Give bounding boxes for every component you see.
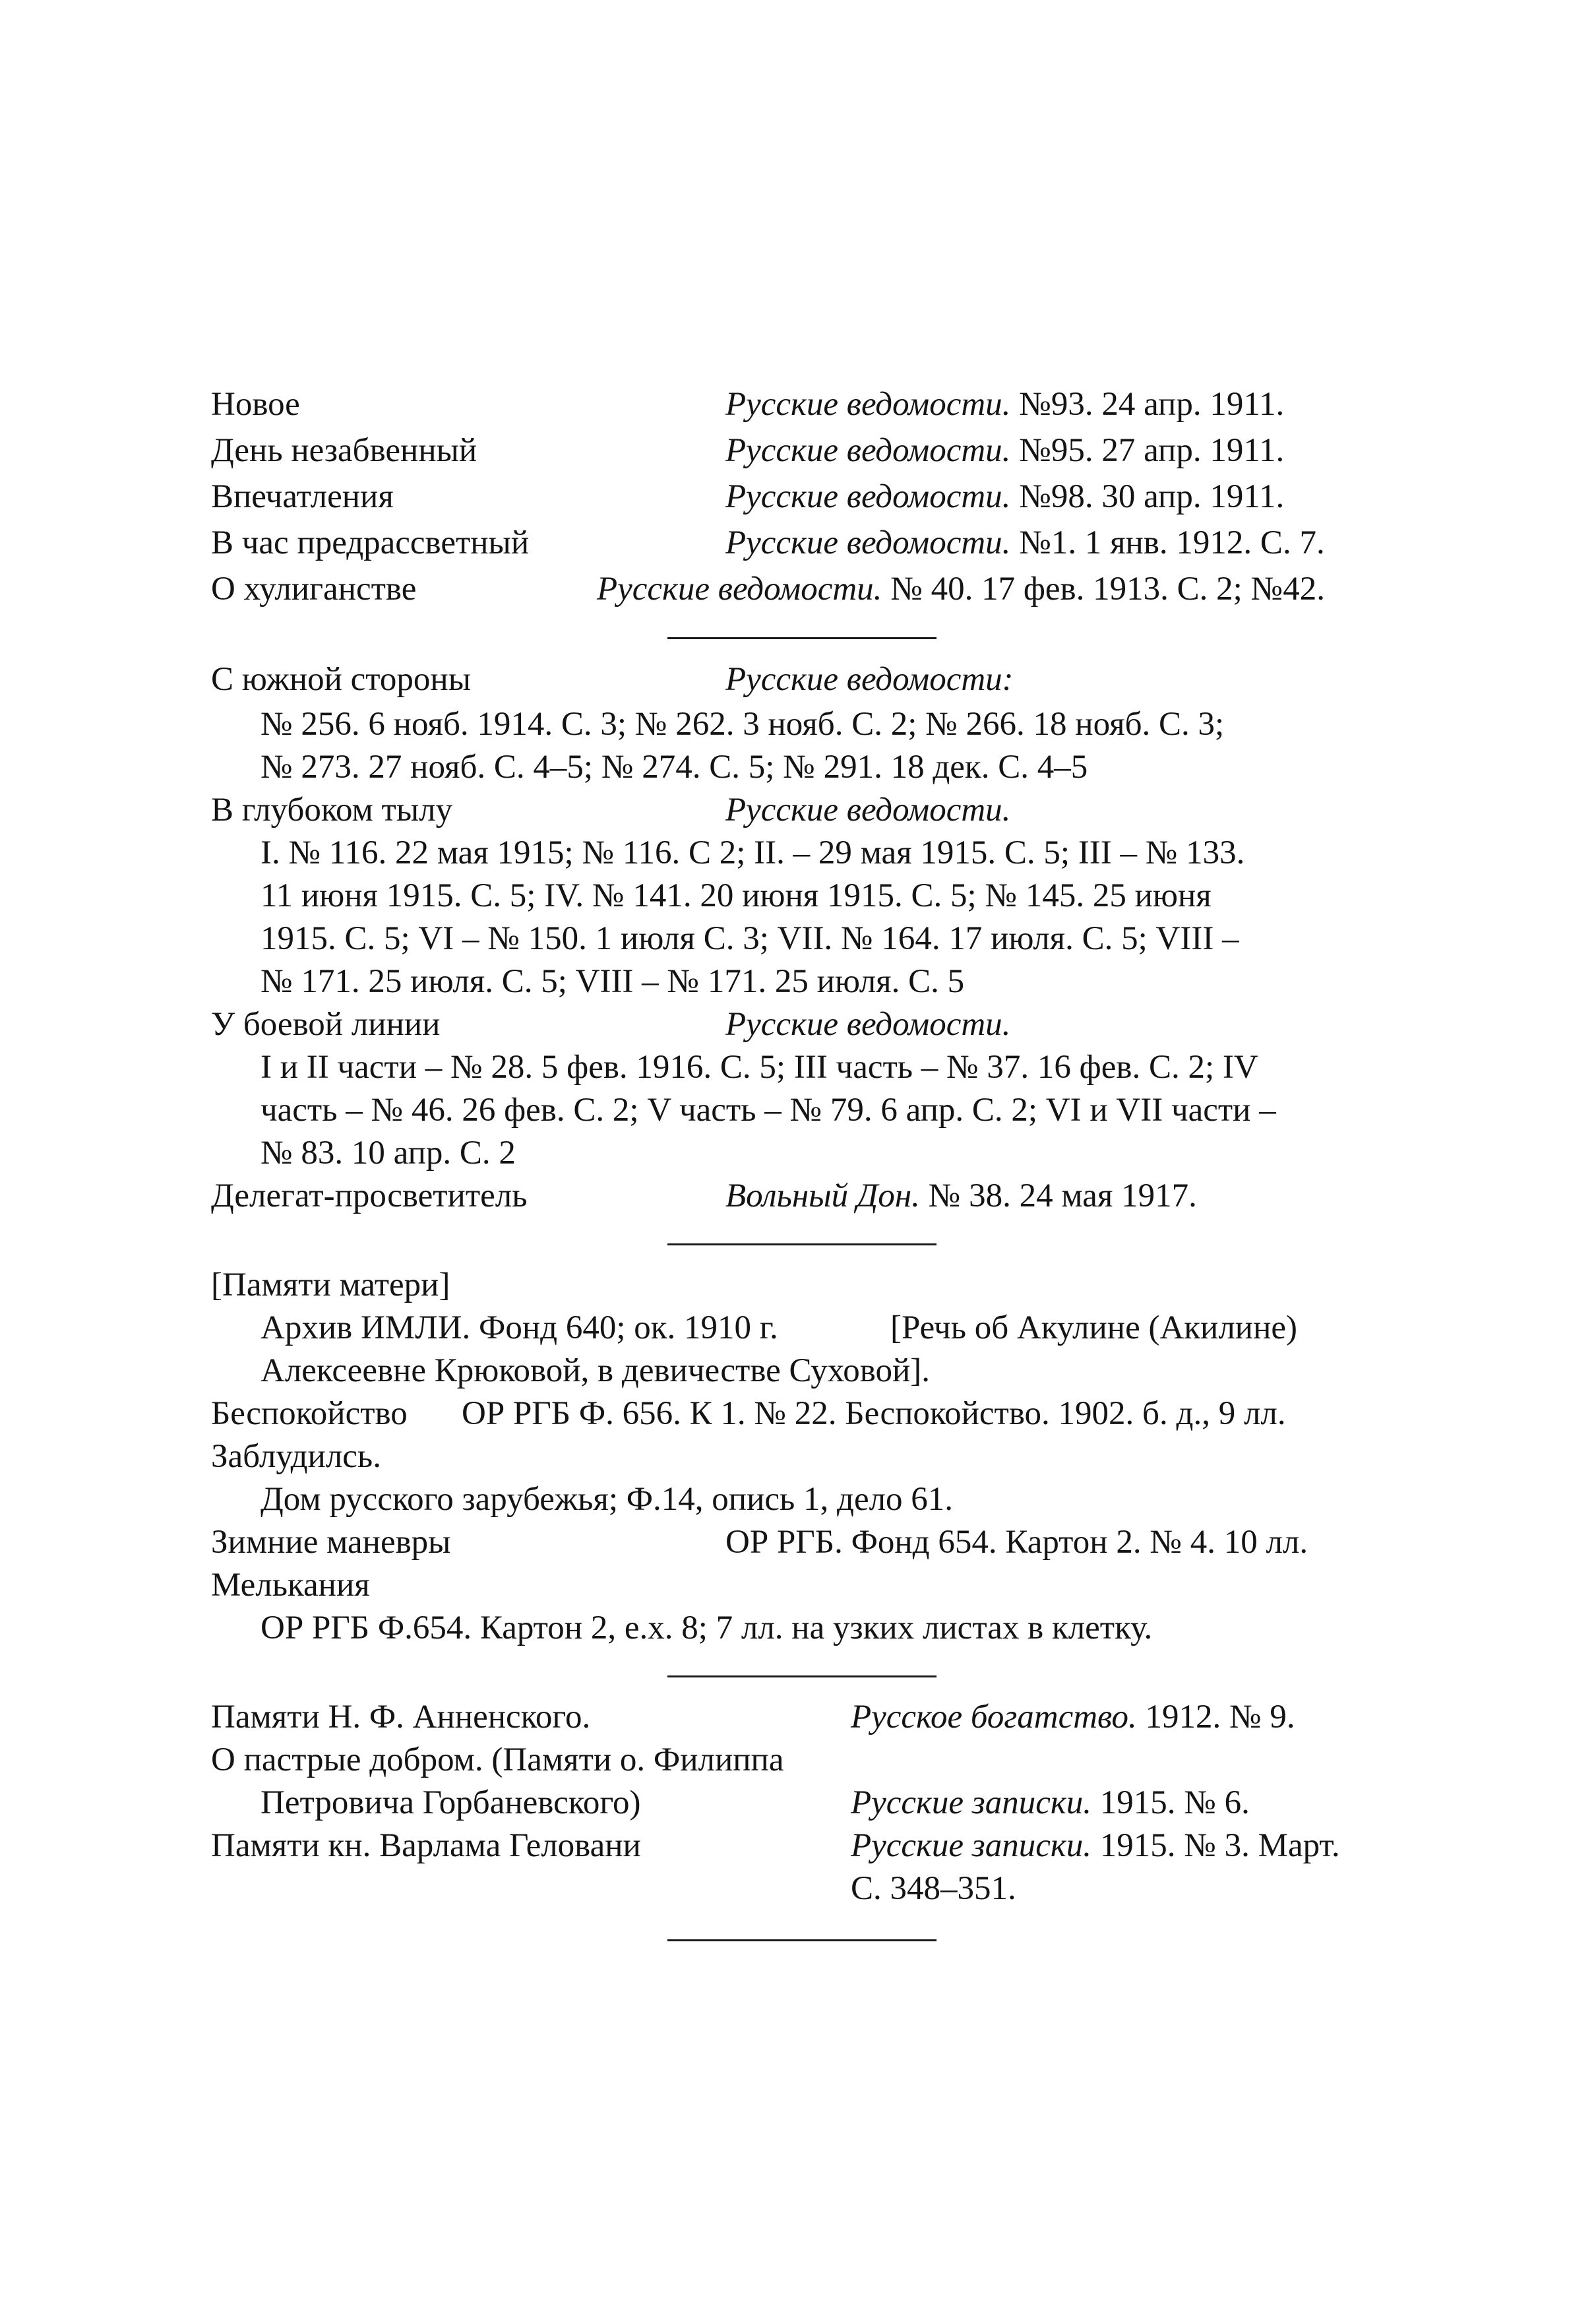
entry-title: Мелькания — [211, 1567, 370, 1604]
source-details: №98. 30 апр. 1911. — [1010, 478, 1285, 515]
entry-title: Памяти кн. Варлама Геловани — [211, 1827, 641, 1864]
source-details: 1915. № 6. — [1091, 1784, 1250, 1821]
source-name: Русские ведомости: — [725, 661, 1014, 698]
section-divider — [667, 1939, 936, 1941]
source-details: №95. 27 апр. 1911. — [1010, 432, 1285, 469]
entry-source-line — [851, 1697, 1295, 1737]
source-name: Русские ведомости. — [725, 432, 1011, 469]
entry-title: День незабвенный — [211, 432, 477, 469]
entry-title: С южной стороны — [211, 661, 471, 698]
entry-continuation: 1915. С. 5; VI – № 150. 1 июля С. 3; VII. № 164. 17 июля. С. 5; VIII – — [261, 920, 1239, 957]
entry-continuation: № 83. 10 апр. С. 2 — [261, 1135, 516, 1172]
entry-continuation: I. № 116. 22 мая 1915; № 116. С 2; II. – 29 мая 1915. С. 5; III – № 133. — [261, 834, 1245, 871]
section-divider — [667, 1675, 936, 1677]
source-name: Русские ведомости. — [725, 524, 1011, 561]
entry-source-line — [725, 1176, 1197, 1216]
entry-title: Беспокойство — [211, 1395, 408, 1432]
archive-reference: ОР РГБ. Фонд 654. Картон 2. № 4. 10 лл. — [725, 1524, 1308, 1561]
source-name: Русские записки. — [851, 1784, 1091, 1821]
entry-title: В глубоком тылу — [211, 792, 453, 829]
source-details: № 40. 17 фев. 1913. С. 2; №42. — [882, 571, 1325, 608]
entry-continuation: № 256. 6 нояб. 1914. С. 3; № 262. 3 нояб. С. 2; № 266. 18 нояб. С. 3; — [261, 706, 1225, 743]
entry-continuation: № 273. 27 нояб. С. 4–5; № 274. С. 5; № 291. 18 дек. С. 4–5 — [261, 749, 1088, 786]
entry-title: В час предрассветный — [211, 524, 530, 561]
entry-title: [Памяти матери] — [211, 1266, 450, 1303]
source-name: Русские ведомости. — [725, 792, 1011, 829]
source-name: Русское богатство. — [851, 1699, 1137, 1736]
source-name: Вольный Дон. — [725, 1177, 920, 1214]
entry-continuation: I и II части – № 28. 5 фев. 1916. С. 5; III часть – № 37. 16 фев. С. 2; IV — [261, 1049, 1258, 1086]
entry-title: Впечатления — [211, 478, 394, 515]
entry-title: Заблудилсь. — [211, 1438, 381, 1475]
source-details: 1912. № 9. — [1136, 1699, 1295, 1736]
archive-reference: ОР РГБ Ф.654. Картон 2, е.х. 8; 7 лл. на узких листах в клетку. — [261, 1610, 1153, 1646]
source-name: Русские ведомости. — [597, 571, 882, 608]
entry-title: Зимние маневры — [211, 1524, 451, 1561]
entry-source-line — [725, 477, 1284, 516]
section-divider — [667, 1243, 936, 1245]
entry-title-continuation: Петровича Горбаневского) — [261, 1784, 641, 1821]
entry-source-line — [851, 1783, 1250, 1823]
archive-reference: Архив ИМЛИ. Фонд 640; ок. 1910 г. — [261, 1309, 778, 1346]
source-name: Русские ведомости. — [725, 386, 1011, 423]
entry-source-line — [725, 385, 1284, 424]
source-details: №93. 24 апр. 1911. — [1010, 386, 1285, 423]
entry-title: Памяти Н. Ф. Анненского. — [211, 1699, 591, 1736]
entry-source-line — [725, 431, 1284, 470]
source-name: Русские записки. — [851, 1827, 1091, 1864]
entry-continuation: № 171. 25 июля. С. 5; VIII – № 171. 25 июля. С. 5 — [261, 963, 965, 1000]
entry-note: Алексеевне Крюковой, в девичестве Суховой]. — [261, 1352, 931, 1389]
entry-title: О пастрые добром. (Памяти о. Филиппа — [211, 1741, 784, 1778]
source-details-continuation: С. 348–351. — [851, 1870, 1016, 1907]
entry-source-line — [597, 569, 1325, 609]
source-name: Русские ведомости. — [725, 478, 1011, 515]
entry-source-line — [725, 523, 1325, 563]
entry-title: О хулиганстве — [211, 571, 417, 608]
source-details: № 38. 24 мая 1917. — [919, 1177, 1197, 1214]
archive-reference: Дом русского зарубежья; Ф.14, опись 1, дело 61. — [261, 1481, 954, 1518]
entry-title: Делегат-просветитель — [211, 1177, 528, 1214]
entry-continuation: 11 июня 1915. С. 5; IV. № 141. 20 июня 1915. С. 5; № 145. 25 июня — [261, 877, 1212, 914]
entry-title: Новое — [211, 386, 300, 423]
entry-continuation: часть – № 46. 26 фев. С. 2; V часть – № 79. 6 апр. С. 2; VI и VII части – — [261, 1092, 1276, 1129]
source-details: №1. 1 янв. 1912. С. 7. — [1010, 524, 1325, 561]
entry-title: У боевой линии — [211, 1006, 441, 1043]
entry-source-line — [851, 1826, 1340, 1865]
source-details: 1915. № 3. Март. — [1091, 1827, 1340, 1864]
archive-reference: ОР РГБ Ф. 656. К 1. № 22. Беспокойство. 1902. б. д., 9 лл. — [462, 1395, 1286, 1432]
source-name: Русские ведомости. — [725, 1006, 1011, 1043]
section-divider — [667, 637, 936, 639]
entry-note: [Речь об Акулине (Акилине) — [890, 1309, 1298, 1346]
